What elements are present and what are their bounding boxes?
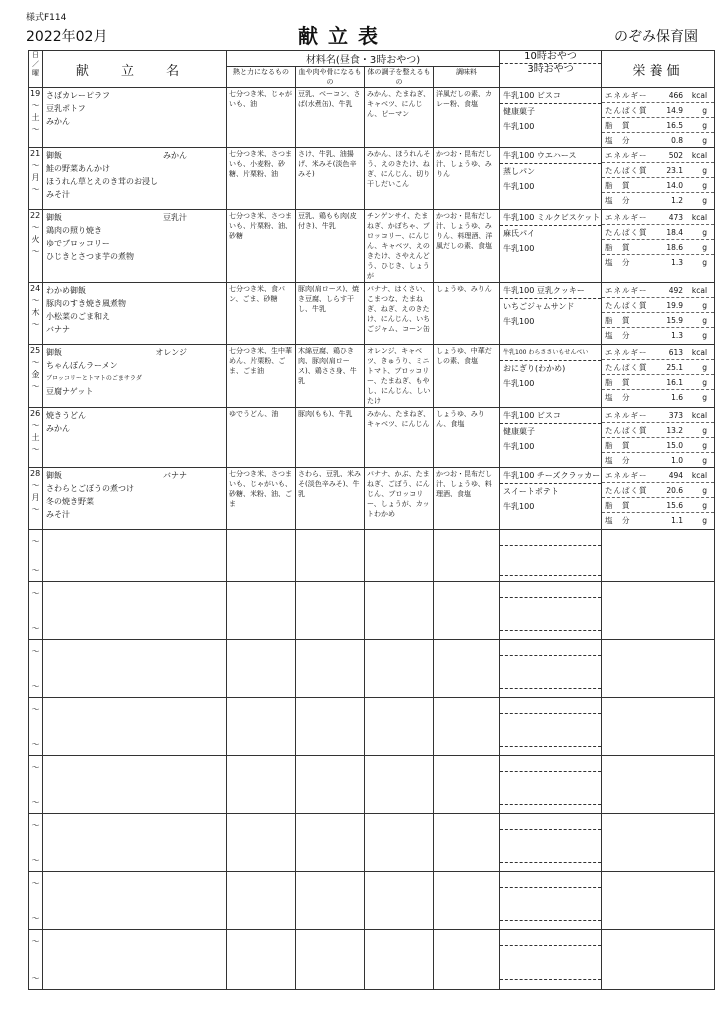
- snack-cell: [500, 756, 602, 814]
- col-nutrition-header: 栄養価: [602, 51, 715, 88]
- snack-cell: [500, 640, 602, 698]
- conditioners-cell: [365, 582, 434, 640]
- builders-cell: [296, 530, 365, 582]
- seasonings-cell: [434, 930, 500, 990]
- snack-3-item: 麻氏パイ: [503, 229, 536, 238]
- dish-dessert: オレンジ: [155, 348, 187, 357]
- day-cell: 〜 〜: [29, 930, 43, 990]
- dish-cell: [43, 283, 227, 345]
- day-cell: 28 〜 月 〜: [29, 468, 43, 530]
- fat-row: 脂 質 15.6 g: [602, 498, 714, 513]
- dish-name: ブロッコリーとトマトのごまサラダ: [46, 375, 142, 382]
- dish-name: 御飯 豆乳汁: [46, 213, 187, 222]
- builders-cell: [296, 930, 365, 990]
- col-snack-header: [500, 51, 602, 88]
- dish-cell: [43, 468, 227, 530]
- date-number: 28: [30, 469, 41, 478]
- builders-cell: [296, 756, 365, 814]
- dish-cell: [43, 408, 227, 468]
- energy-cell: [227, 530, 296, 582]
- energy-cell: [227, 582, 296, 640]
- snack-3-item: 牛乳100: [503, 244, 535, 253]
- snack-cell: [500, 468, 602, 530]
- dish-name: 豚肉のすき焼き風煮物: [46, 299, 126, 308]
- dish-name: 豆乳ポトフ: [46, 104, 86, 113]
- day-cell: 〜 〜: [29, 640, 43, 698]
- day-cell: 〜 〜: [29, 530, 43, 582]
- snack-3-item: 健康菓子: [503, 427, 536, 436]
- energy-row: エネルギー 373 kcal: [602, 408, 714, 423]
- dish-name: 御飯 バナナ: [46, 471, 187, 480]
- seasonings-cell: [434, 872, 500, 930]
- menu-row: [29, 283, 715, 345]
- seasonings-cell: [434, 814, 500, 872]
- col-energy-sources: 熱と力になるもの: [227, 67, 296, 88]
- form-code: 様式F114: [26, 13, 67, 23]
- nutrition-cell: [602, 582, 715, 640]
- dish-cell: [43, 756, 227, 814]
- dish-name: ほうれん草とえのき茸のお浸し: [46, 177, 158, 186]
- dish-cell: [43, 698, 227, 756]
- builders-cell: 豚肉(肩ロース)、焼き豆腐、しらす干し、牛乳: [296, 283, 365, 345]
- energy-cell: [227, 872, 296, 930]
- protein-row: たんぱく質 18.4 g: [602, 225, 714, 240]
- dish-dessert: みかん: [163, 151, 187, 160]
- month-label: 2022年02月: [26, 29, 108, 45]
- builders-cell: [296, 640, 365, 698]
- snack-3-item: おにぎり(わかめ): [503, 364, 566, 373]
- empty-row: [29, 640, 715, 698]
- nutrition-cell: [602, 408, 715, 468]
- conditioners-cell: [365, 872, 434, 930]
- energy-cell: 七分つき米、生中華めん、片栗粉、ごま、ごま油: [227, 345, 296, 408]
- conditioners-cell: みかん、たまねぎ、キャベツ、にんじん: [365, 408, 434, 468]
- energy-cell: [227, 640, 296, 698]
- salt-row: 塩 分 1.6 g: [605, 393, 708, 402]
- fat-row: 脂 質 14.0 g: [602, 178, 714, 193]
- snack-10-item: 牛乳100 ウエハース: [500, 148, 601, 164]
- day-cell: 〜 〜: [29, 814, 43, 872]
- date-number: 25: [30, 346, 41, 355]
- dish-name: ちゃんぽんラーメン: [46, 361, 118, 370]
- day-cell: 26 〜 土 〜: [29, 408, 43, 468]
- seasonings-cell: しょうゆ、みりん: [434, 283, 500, 345]
- nutrition-cell: [602, 756, 715, 814]
- empty-row: [29, 930, 715, 990]
- dish-name: みそ汁: [46, 510, 70, 519]
- col-body-builders: 血や肉や骨になるもの: [296, 67, 365, 88]
- nutrition-cell: [602, 88, 715, 148]
- conditioners-cell: バナナ、はくさい、こまつな、たまねぎ、ねぎ、えのきたけ、にんじん、いちごジャム、コーン缶: [365, 283, 434, 345]
- snack-10-item: 牛乳100 豆乳クッキー: [500, 283, 601, 299]
- dish-name: 御飯 みかん: [46, 151, 187, 160]
- conditioners-cell: [365, 530, 434, 582]
- snack-10-item: 牛乳100 チーズクラッカー: [500, 468, 601, 484]
- snack-3-item: 健康菓子: [503, 107, 536, 116]
- energy-cell: 七分つき米、さつまいも、じゃがいも、砂糖、米粉、油、ごま: [227, 468, 296, 530]
- energy-cell: [227, 756, 296, 814]
- energy-row: エネルギー 466 kcal: [602, 88, 714, 103]
- nutrition-cell: [602, 530, 715, 582]
- nutrition-cell: [602, 814, 715, 872]
- weekday: 月: [31, 493, 40, 502]
- dish-name: 小松菜のごま和え: [46, 312, 110, 321]
- seasonings-cell: [434, 582, 500, 640]
- energy-cell: 七分つき米、さつまいも、小麦粉、砂糖、片栗粉、油: [227, 148, 296, 210]
- dish-name: さわらとごぼうの煮つけ: [46, 484, 134, 493]
- snack-3-item: 牛乳100: [503, 317, 535, 326]
- nutrition-cell: [602, 210, 715, 283]
- menu-rows: [29, 88, 715, 990]
- fat-row: 脂 質 16.1 g: [602, 375, 714, 390]
- snack-10-header: 10時おやつ: [500, 51, 601, 64]
- dish-name: わかめ御飯: [46, 286, 86, 295]
- date-number: 19: [30, 89, 41, 98]
- energy-cell: ゆでうどん、油: [227, 408, 296, 468]
- empty-row: [29, 698, 715, 756]
- dish-name: 豆腐ナゲット: [46, 387, 94, 396]
- weekday: 火: [31, 235, 40, 244]
- weekday: 土: [31, 113, 40, 122]
- protein-row: たんぱく質 13.2 g: [602, 423, 714, 438]
- nutrition-cell: [602, 283, 715, 345]
- seasonings-cell: かつお・昆布だし汁、しょうゆ、みりん: [434, 148, 500, 210]
- energy-row: エネルギー 502 kcal: [602, 148, 714, 163]
- protein-row: たんぱく質 25.1 g: [602, 360, 714, 375]
- builders-cell: さけ、牛乳、油揚げ、米みそ(淡色辛みそ): [296, 148, 365, 210]
- protein-row: たんぱく質 20.6 g: [602, 483, 714, 498]
- dish-name: 焼きうどん: [46, 411, 86, 420]
- conditioners-cell: [365, 640, 434, 698]
- menu-row: [29, 210, 715, 283]
- snack-3-header: 3時おやつ: [527, 64, 574, 75]
- snack-10-item: 牛乳100 ビスコ: [500, 88, 601, 104]
- dish-name: さばカレーピラフ: [46, 91, 110, 100]
- dish-name: 鮭の野菜あんかけ: [46, 164, 110, 173]
- empty-row: [29, 582, 715, 640]
- day-cell: 〜 〜: [29, 582, 43, 640]
- date-number: 22: [30, 211, 41, 220]
- energy-cell: 七分つき米、じゃがいも、油: [227, 88, 296, 148]
- salt-row: 塩 分 1.3 g: [605, 258, 708, 267]
- snack-3-item: スイートポテト: [503, 487, 559, 496]
- builders-cell: さわら、豆乳、米みそ(淡色辛みそ)、牛乳: [296, 468, 365, 530]
- fat-row: 脂 質 16.5 g: [602, 118, 714, 133]
- snack-cell: [500, 88, 602, 148]
- day-cell: 〜 〜: [29, 872, 43, 930]
- conditioners-cell: バナナ、かぶ、たまねぎ、ごぼう、にんじん、ブロッコリー、しょうが、カットわかめ: [365, 468, 434, 530]
- dish-name: みそ汁: [46, 190, 70, 199]
- date-number: 26: [30, 409, 41, 418]
- protein-row: たんぱく質 19.9 g: [602, 298, 714, 313]
- snack-cell: [500, 930, 602, 990]
- day-cell: 〜 〜: [29, 756, 43, 814]
- date-number: 21: [30, 149, 41, 158]
- energy-cell: 七分つき米、食パン、ごま、砂糖: [227, 283, 296, 345]
- snack-10-item: 牛乳100 ビスコ: [500, 408, 601, 424]
- snack-10-item: 牛乳100 わらささいもせんべい: [500, 345, 601, 361]
- salt-row: 塩 分 1.0 g: [605, 456, 708, 465]
- builders-cell: 豚肉(もも)、牛乳: [296, 408, 365, 468]
- conditioners-cell: みかん、ほうれんそう、えのきたけ、ねぎ、にんじん、切り干しだいこん: [365, 148, 434, 210]
- col-day-header: 日／曜: [29, 51, 43, 88]
- dish-cell: [43, 530, 227, 582]
- energy-cell: [227, 930, 296, 990]
- energy-row: エネルギー 494 kcal: [602, 468, 714, 483]
- conditioners-cell: みかん、たまねぎ、キャベツ、にんじん、ピーマン: [365, 88, 434, 148]
- snack-cell: [500, 582, 602, 640]
- seasonings-cell: [434, 530, 500, 582]
- fat-row: 脂 質 18.6 g: [602, 240, 714, 255]
- nutrition-cell: [602, 148, 715, 210]
- fat-row: 脂 質 15.0 g: [602, 438, 714, 453]
- dish-name: みかん: [46, 117, 70, 126]
- weekday: 月: [31, 173, 40, 182]
- conditioners-cell: [365, 698, 434, 756]
- snack-cell: [500, 345, 602, 408]
- conditioners-cell: [365, 756, 434, 814]
- col-dish-header: 献 立 名: [43, 51, 227, 88]
- builders-cell: 豆乳、ベーコン、さば(水煮缶)、牛乳: [296, 88, 365, 148]
- snack-3-item: 牛乳100: [503, 122, 535, 131]
- protein-row: たんぱく質 23.1 g: [602, 163, 714, 178]
- conditioners-cell: [365, 814, 434, 872]
- day-cell: 19 〜 土 〜: [29, 88, 43, 148]
- empty-row: [29, 872, 715, 930]
- energy-row: エネルギー 473 kcal: [602, 210, 714, 225]
- page-title: 献立表: [298, 24, 388, 48]
- dish-cell: [43, 814, 227, 872]
- snack-3-item: いちごジャムサンド: [503, 302, 575, 311]
- salt-row: 塩 分 1.2 g: [605, 196, 708, 205]
- dish-name: バナナ: [46, 325, 70, 334]
- dish-cell: [43, 640, 227, 698]
- nutrition-cell: [602, 698, 715, 756]
- snack-3-item: 牛乳100: [503, 379, 535, 388]
- builders-cell: [296, 814, 365, 872]
- energy-cell: [227, 698, 296, 756]
- empty-row: [29, 530, 715, 582]
- builders-cell: [296, 872, 365, 930]
- seasonings-cell: [434, 698, 500, 756]
- day-cell: 〜 〜: [29, 698, 43, 756]
- snack-cell: [500, 698, 602, 756]
- weekday: 木: [31, 308, 40, 317]
- seasonings-cell: [434, 756, 500, 814]
- menu-table: [28, 50, 715, 990]
- builders-cell: 豆乳、鶏もも肉(皮付き)、牛乳: [296, 210, 365, 283]
- nutrition-cell: [602, 640, 715, 698]
- builders-cell: 木綿豆腐、鶏ひき肉、豚肉(肩ロース)、鶏ささ身、牛乳: [296, 345, 365, 408]
- dish-name: 鶏肉の照り焼き: [46, 226, 102, 235]
- seasonings-cell: 洋風だしの素、カレー粉、食塩: [434, 88, 500, 148]
- empty-row: [29, 814, 715, 872]
- snack-3-item: 牛乳100: [503, 182, 535, 191]
- snack-cell: [500, 530, 602, 582]
- menu-row: [29, 345, 715, 408]
- menu-row: [29, 88, 715, 148]
- nutrition-cell: [602, 468, 715, 530]
- dish-dessert: 豆乳汁: [163, 213, 187, 222]
- seasonings-cell: かつお・昆布だし汁、しょうゆ、料理酒、食塩: [434, 468, 500, 530]
- dish-cell: [43, 345, 227, 408]
- date-number: 24: [30, 284, 41, 293]
- day-cell: 22 〜 火 〜: [29, 210, 43, 283]
- energy-row: エネルギー 492 kcal: [602, 283, 714, 298]
- dish-name: みかん: [46, 424, 70, 433]
- weekday: 金: [31, 370, 40, 379]
- day-cell: 24 〜 木 〜: [29, 283, 43, 345]
- builders-cell: [296, 698, 365, 756]
- col-ingredients-header: 材料名(昼食・3時おやつ): [227, 51, 500, 67]
- salt-row: 塩 分 1.3 g: [605, 331, 708, 340]
- school-name: のぞみ保育園: [614, 29, 698, 45]
- dish-name: 冬の焼き野菜: [46, 497, 94, 506]
- snack-3-item: 牛乳100: [503, 442, 535, 451]
- dish-name: ゆでブロッコリー: [46, 239, 110, 248]
- col-conditioners: 体の調子を整えるもの: [365, 67, 434, 88]
- conditioners-cell: オレンジ、キャベツ、きゅうり、ミニトマト、ブロッコリー、たまねぎ、もやし、にんじん、しいたけ: [365, 345, 434, 408]
- fat-row: 脂 質 15.9 g: [602, 313, 714, 328]
- snack-3-item: 蒸しパン: [503, 167, 536, 176]
- menu-row: [29, 148, 715, 210]
- snack-cell: [500, 872, 602, 930]
- menu-row: [29, 468, 715, 530]
- dish-cell: [43, 930, 227, 990]
- nutrition-cell: [602, 872, 715, 930]
- energy-row: エネルギー 613 kcal: [602, 345, 714, 360]
- conditioners-cell: チンゲンサイ、たまねぎ、かぼちゃ、ブロッコリー、にんじん、キャベツ、えのきたけ、さやえんどう、ひじき、しょうが: [365, 210, 434, 283]
- protein-row: たんぱく質 14.9 g: [602, 103, 714, 118]
- conditioners-cell: [365, 930, 434, 990]
- salt-row: 塩 分 1.1 g: [605, 516, 708, 525]
- dish-name: ひじきとさつま芋の煮物: [46, 252, 134, 261]
- nutrition-cell: [602, 345, 715, 408]
- dish-cell: [43, 210, 227, 283]
- day-cell: 21 〜 月 〜: [29, 148, 43, 210]
- empty-row: [29, 756, 715, 814]
- nutrition-cell: [602, 930, 715, 990]
- snack-cell: [500, 210, 602, 283]
- weekday: 土: [31, 433, 40, 442]
- salt-row: 塩 分 0.8 g: [605, 136, 708, 145]
- dish-cell: [43, 88, 227, 148]
- builders-cell: [296, 582, 365, 640]
- seasonings-cell: しょうゆ、みりん、食塩: [434, 408, 500, 468]
- snack-cell: [500, 148, 602, 210]
- seasonings-cell: かつお・昆布だし汁、しょうゆ、みりん、料理酒、洋風だしの素、食塩: [434, 210, 500, 283]
- snack-cell: [500, 283, 602, 345]
- col-seasonings: 調味料: [434, 67, 500, 88]
- snack-cell: [500, 814, 602, 872]
- day-cell: 25 〜 金 〜: [29, 345, 43, 408]
- snack-cell: [500, 408, 602, 468]
- dish-cell: [43, 872, 227, 930]
- dish-dessert: バナナ: [163, 471, 187, 480]
- dish-name: 御飯 オレンジ: [46, 348, 187, 357]
- dish-cell: [43, 582, 227, 640]
- dish-cell: [43, 148, 227, 210]
- snack-10-item: 牛乳100 ミルクビスケット: [500, 210, 601, 226]
- seasonings-cell: しょうゆ、中華だしの素、食塩: [434, 345, 500, 408]
- seasonings-cell: [434, 640, 500, 698]
- energy-cell: [227, 814, 296, 872]
- energy-cell: 七分つき米、さつまいも、片栗粉、油、砂糖: [227, 210, 296, 283]
- snack-3-item: 牛乳100: [503, 502, 535, 511]
- menu-row: [29, 408, 715, 468]
